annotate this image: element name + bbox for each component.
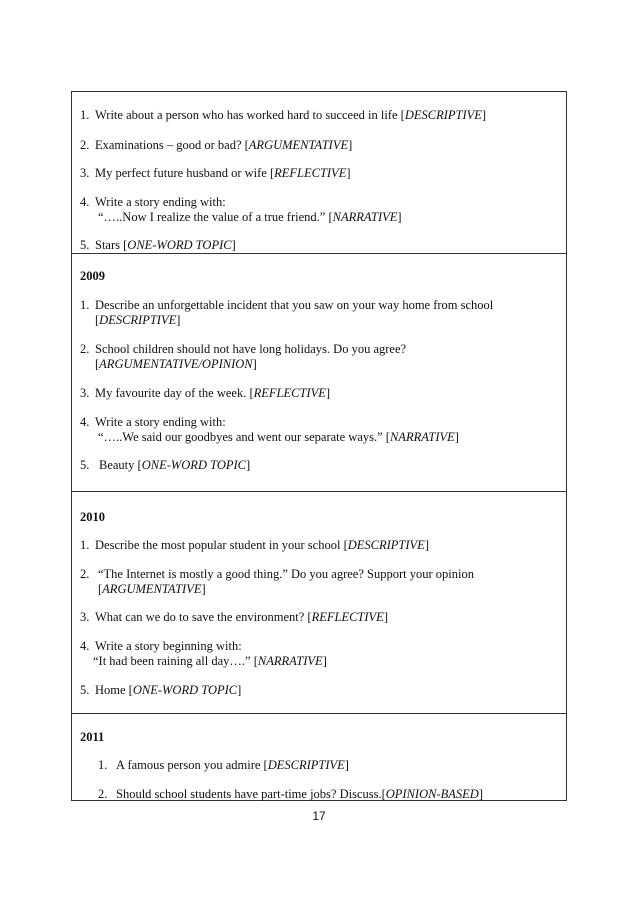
year-heading: 2011 bbox=[80, 730, 105, 744]
year-heading: 2010 bbox=[80, 510, 105, 524]
section-2011: 2011 1. A famous person you admire [DESCRIPTIVE] 2. Should school students have part-time jobs? Discuss.[OPINION-BASED] bbox=[80, 730, 483, 801]
section-2010: 2010 1. Describe the most popular student in your school [DESCRIPTIVE] 2. “The Internet is mostly a good thing.” Do you agree? Support your opinion [ARGUMENTATIVE] 3. What can we do to save the environment? [REFLECTIVE] 4. Write a story beginning with: “It had been raining all day….” [NARRATIVE] 5. Home [ONE-WORD TOPIC] bbox=[72, 492, 566, 714]
page-number: 17 bbox=[312, 809, 326, 823]
year-heading: 2009 bbox=[80, 269, 105, 283]
exam-topics-table bbox=[71, 91, 567, 801]
section-untitled: 1. Write about a person who has worked hard to succeed in life [DESCRIPTIVE] 2. Examinations – good or bad? [ARGUMENTATIVE] 3. My perfect future husband or wife [REFLECTIVE] 4. Write a story ending with: “…..Now I realize the value of a true friend.” [NARRATIVE] 5. Stars [ONE-WORD TOPIC] bbox=[72, 92, 566, 254]
section-2009: 2009 1. Describe an unforgettable incident that you saw on your way home from school [DESCRIPTIVE] 2. School children should not have long holidays. Do you agree? [ARGUMENTATIVE/OPINION] 3. My favourite day of the week. [REFLECTIVE] 4. Write a story ending with: “…..We said our goodbyes and went our separate ways.” [NARRATIVE] 5. Beauty [ONE-WORD TOPIC] bbox=[72, 254, 566, 492]
